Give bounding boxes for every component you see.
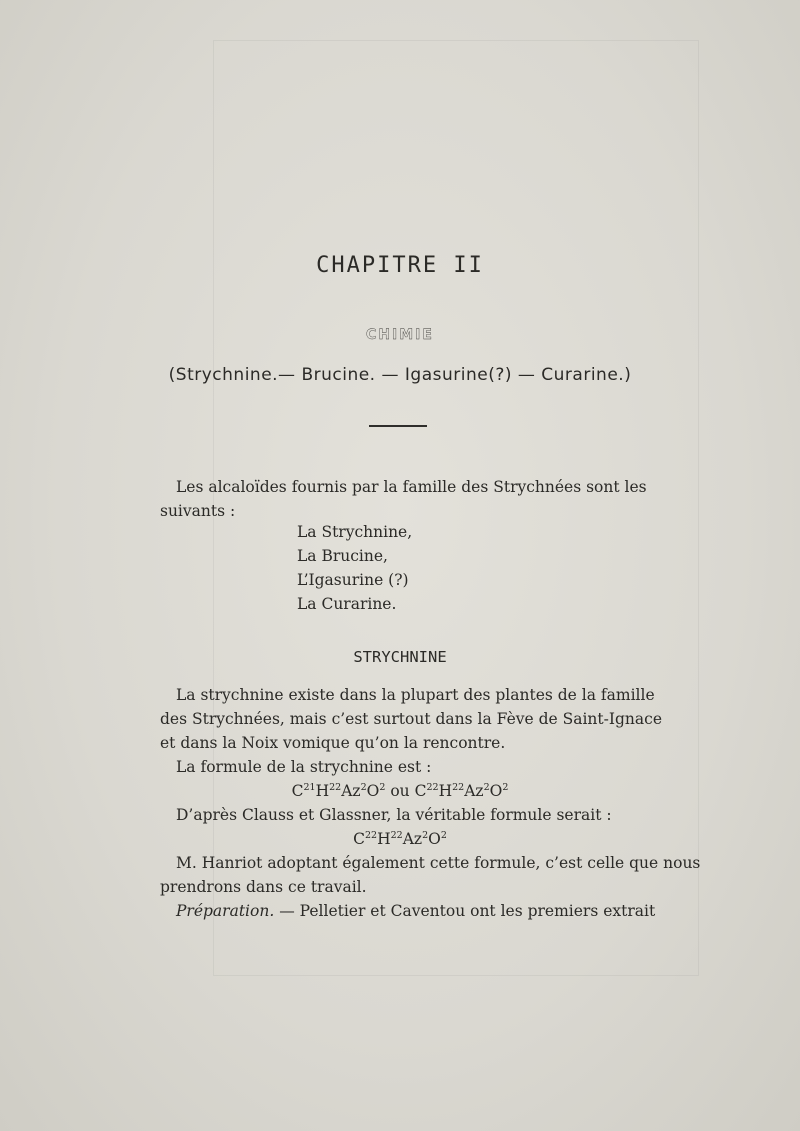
strychnine-heading: STRYCHNINE: [353, 648, 447, 666]
alkaloid-list: [297, 520, 412, 616]
para1-line-2: des Strychnées, mais c’est surtout dans la Fève de Saint-Ignace: [160, 710, 663, 728]
formula2-c: C: [353, 830, 365, 848]
list-item: La Curarine.: [297, 595, 397, 613]
formula2-h-sub: 22: [390, 830, 403, 841]
formula-b-o: O: [489, 782, 503, 800]
clauss-line: D’après Clauss et Glassner, la véritable formule serait :: [176, 806, 612, 824]
list-item: L’Igasurine (?): [297, 571, 409, 589]
divider-rule: [369, 425, 427, 427]
preparation-text: — Pelletier et Caventou ont les premiers extrait: [274, 902, 656, 920]
formula-a-c-sub: 21: [303, 782, 316, 793]
intro-line-1: Les alcaloïdes fournis par la famille des Strychnées sont les: [176, 478, 647, 496]
hanriot-line-1: M. Hanriot adoptant également cette formule, c’est celle que nous: [176, 854, 701, 872]
list-item: La Brucine,: [297, 547, 388, 565]
formula-a-o-sub: 2: [379, 782, 386, 793]
formula-b-h-sub: 22: [452, 782, 465, 793]
section-subtitle: (Strychnine.— Brucine. — Igasurine(?) — Curarine.): [168, 365, 632, 385]
formula-b-az-sub: 2: [483, 782, 490, 793]
formula-1: [160, 779, 640, 803]
formula-a-az: Az: [341, 782, 361, 800]
formula2-o: O: [428, 830, 441, 848]
list-item: La Strychnine,: [297, 523, 413, 541]
formula-b-h: H: [438, 782, 453, 800]
formula2-az-sub: 2: [422, 830, 429, 841]
strychnine-section: [160, 683, 701, 923]
formula2-az: Az: [402, 830, 423, 848]
formula-intro: La formule de la strychnine est :: [176, 758, 432, 776]
preparation-line: [160, 899, 656, 923]
chapter-title: CHAPITRE II: [316, 253, 484, 278]
formula-b-o-sub: 2: [502, 782, 509, 793]
formula-a-h: H: [315, 782, 330, 800]
formula-2: [160, 827, 640, 851]
intro-line-2: suivants :: [160, 502, 236, 520]
section-title: CHIMIE: [366, 327, 434, 343]
formula-connector: ou: [390, 782, 410, 800]
formula-b-c-sub: 22: [426, 782, 439, 793]
intro-paragraph: [160, 475, 647, 523]
formula-a-h-sub: 22: [329, 782, 342, 793]
formula-b-az: Az: [464, 782, 484, 800]
para1-line-3: et dans la Noix vomique qu’on la rencontre.: [160, 734, 506, 752]
formula-a-az-sub: 2: [360, 782, 367, 793]
formula-b-c: C: [414, 782, 427, 800]
formula2-o-sub: 2: [440, 830, 447, 841]
formula2-c-sub: 22: [364, 830, 378, 841]
hanriot-line-2: prendrons dans ce travail.: [160, 878, 367, 896]
formula-a-c: C: [291, 782, 304, 800]
preparation-label: Préparation.: [176, 902, 275, 920]
para1-line-1: La strychnine existe dans la plupart des plantes de la famille: [176, 686, 655, 704]
formula-a-o: O: [366, 782, 380, 800]
formula2-h: H: [377, 830, 391, 848]
